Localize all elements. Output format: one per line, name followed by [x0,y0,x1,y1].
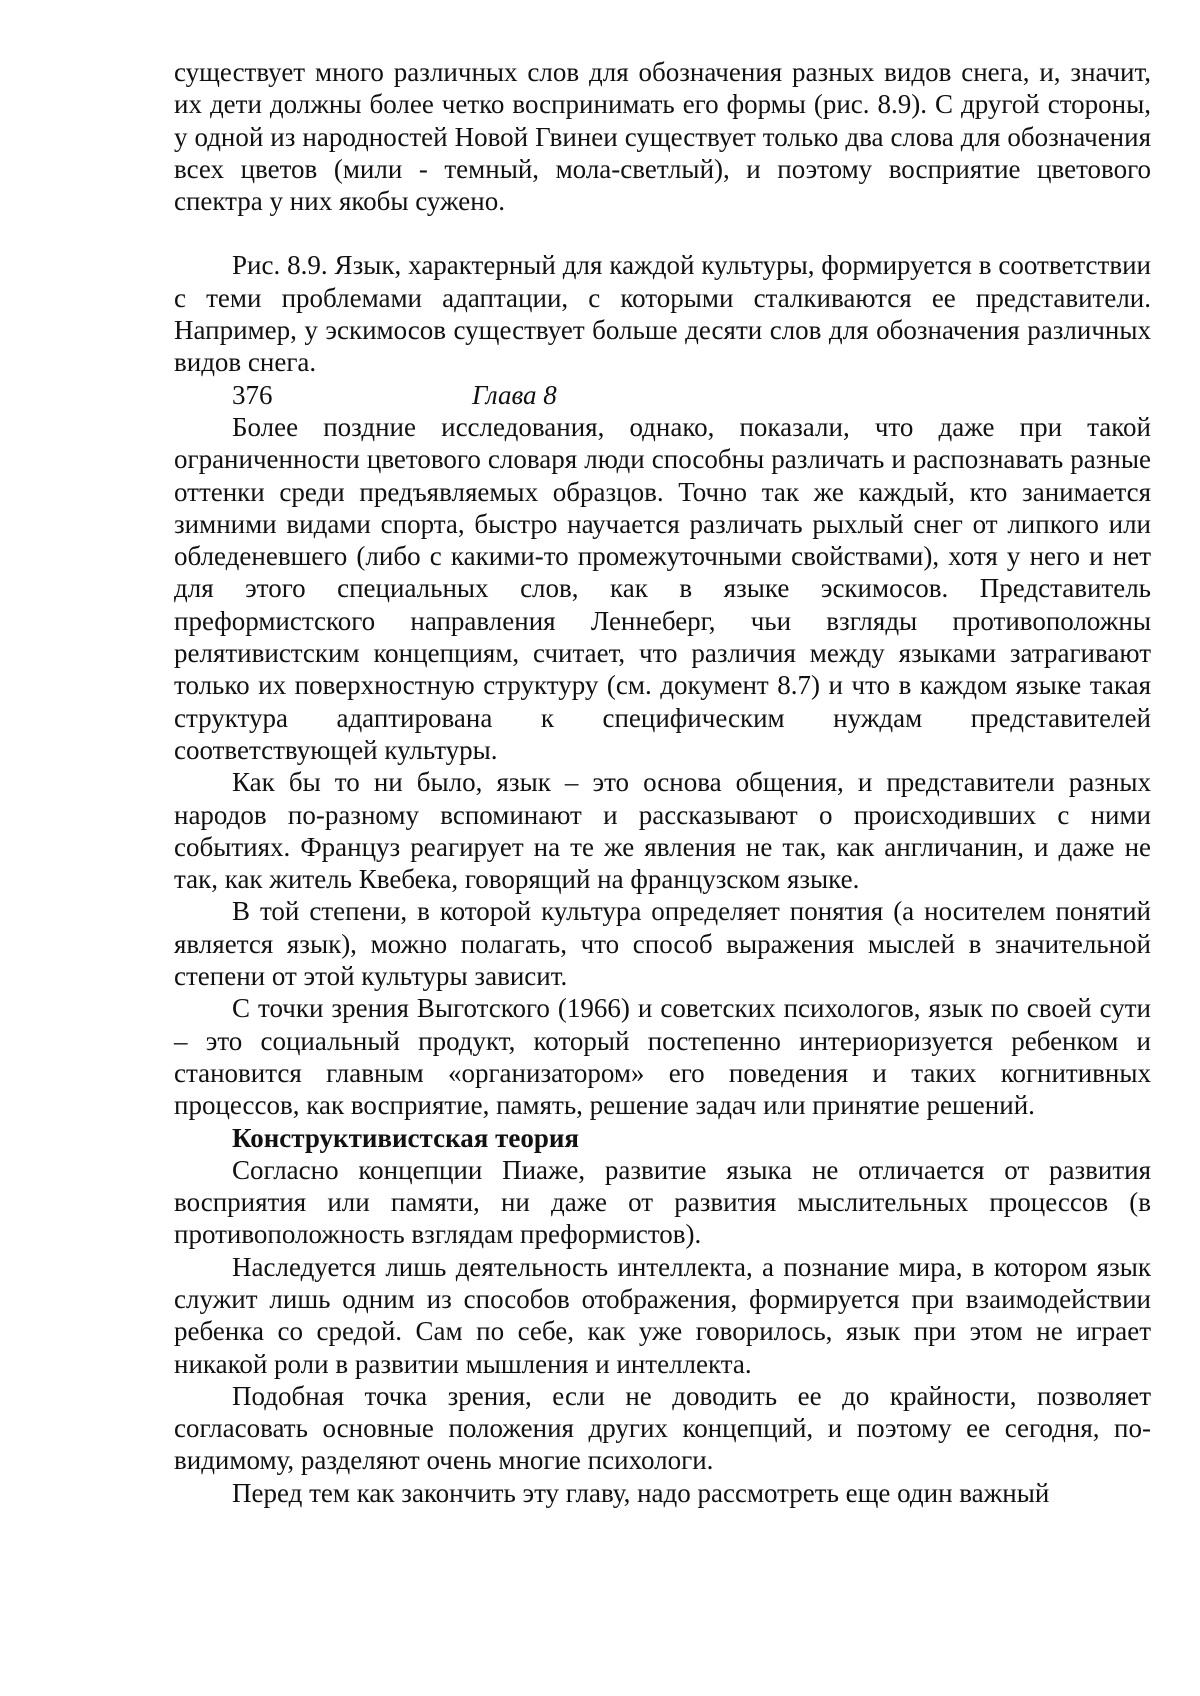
paragraph-culture-concepts: В той степени, в которой культура определяет понятия (а носителем понятий является язык), можно полагать, что способ выражения мыслей в значительной степени от этой культуры зависит. [174,896,1151,992]
figure-caption: Рис. 8.9. Язык, характерный для каждой культуры, формируется в соответствии с теми проблемами адаптации, с которыми сталкиваются ее представители. Например, у эскимосов существует больше десяти слов для обозначения различных видов снега. [174,250,1151,378]
page-number: 376 [232,379,273,410]
paragraph-conclusion-start: Перед тем как закончить эту главу, надо рассмотреть еще один важный [232,1477,1050,1508]
paragraph-gap [174,217,1151,249]
section-heading: Конструктивистская теория [232,1122,580,1153]
running-header [174,379,1151,411]
document-page [174,56,1151,1509]
paragraph-vygotsky: С точки зрения Выготского (1966) и советских психологов, язык по своей сути – это социальный продукт, который постепенно интериоризуется ребенком и становится главным «организатором» его поведения и таких когнитивных процессов, как восприятие, память, решение задач или принятие решений. [174,993,1151,1121]
paragraph-later-research: Более поздние исследования, однако, показали, что даже при такой ограниченности цветового словаря люди способны различать и распознавать разные оттенки среди предъявляемых образцов. Точно так же каждый, кто занимается зимними видами спорта, быстро научается различать рыхлый снег от липкого или обледеневшего (либо с какими-то промежуточными свойствами), хотя у него и нет для этого специальных слов, как в языке эскимосов. Представитель преформистского направления Леннеберг, чьи взгляды противоположны релятивистским концепциям, считает, что различия между языками затрагивают только их поверхностную структуру (см. документ 8.7) и что в каждом языке такая структура адаптирована к специфическим нуждам представителей соответствующей культуры. [174,411,1151,765]
paragraph-language-communication: Как бы то ни было, язык – это основа общения, и представители разных народов по-разному вспоминают и рассказывают о происходивших с ними событиях. Француз реагирует на те же явления не так, как англичанин, и даже не так, как житель Квебека, говорящий на французском языке. [174,767,1151,895]
paragraph-inheritance: Наследуется лишь деятельность интеллекта, а познание мира, в котором язык служит лишь одним из способов отображения, формируется при взаимодействии ребенка со средой. Сам по себе, как уже говорилось, язык при этом не играет никакой роли в развитии мышления и интеллекта. [174,1251,1151,1379]
paragraph-snow-words: существует много различных слов для обозначения разных видов снега, и, значит, их дети должны более четко воспринимать его формы (рис. 8.9). С другой стороны, у одной из народностей Новой Гвинеи существует только два слова для обозначения всех цветов (мили - темный, мола-светлый), и поэтому восприятие цветового спектра у них якобы сужено. [174,57,1151,217]
paragraph-viewpoint: Подобная точка зрения, если не доводить ее до крайности, позволяет согласовать основные положения других концепций, и поэтому ее сегодня, по-видимому, разделяют очень многие психологи. [174,1380,1151,1476]
chapter-title: Глава 8 [472,379,557,410]
paragraph-piaget: Согласно концепции Пиаже, развитие языка не отличается от развития восприятия или памяти, ни даже от развития мыслительных процессов (в противоположность взглядам преформистов). [174,1154,1151,1250]
